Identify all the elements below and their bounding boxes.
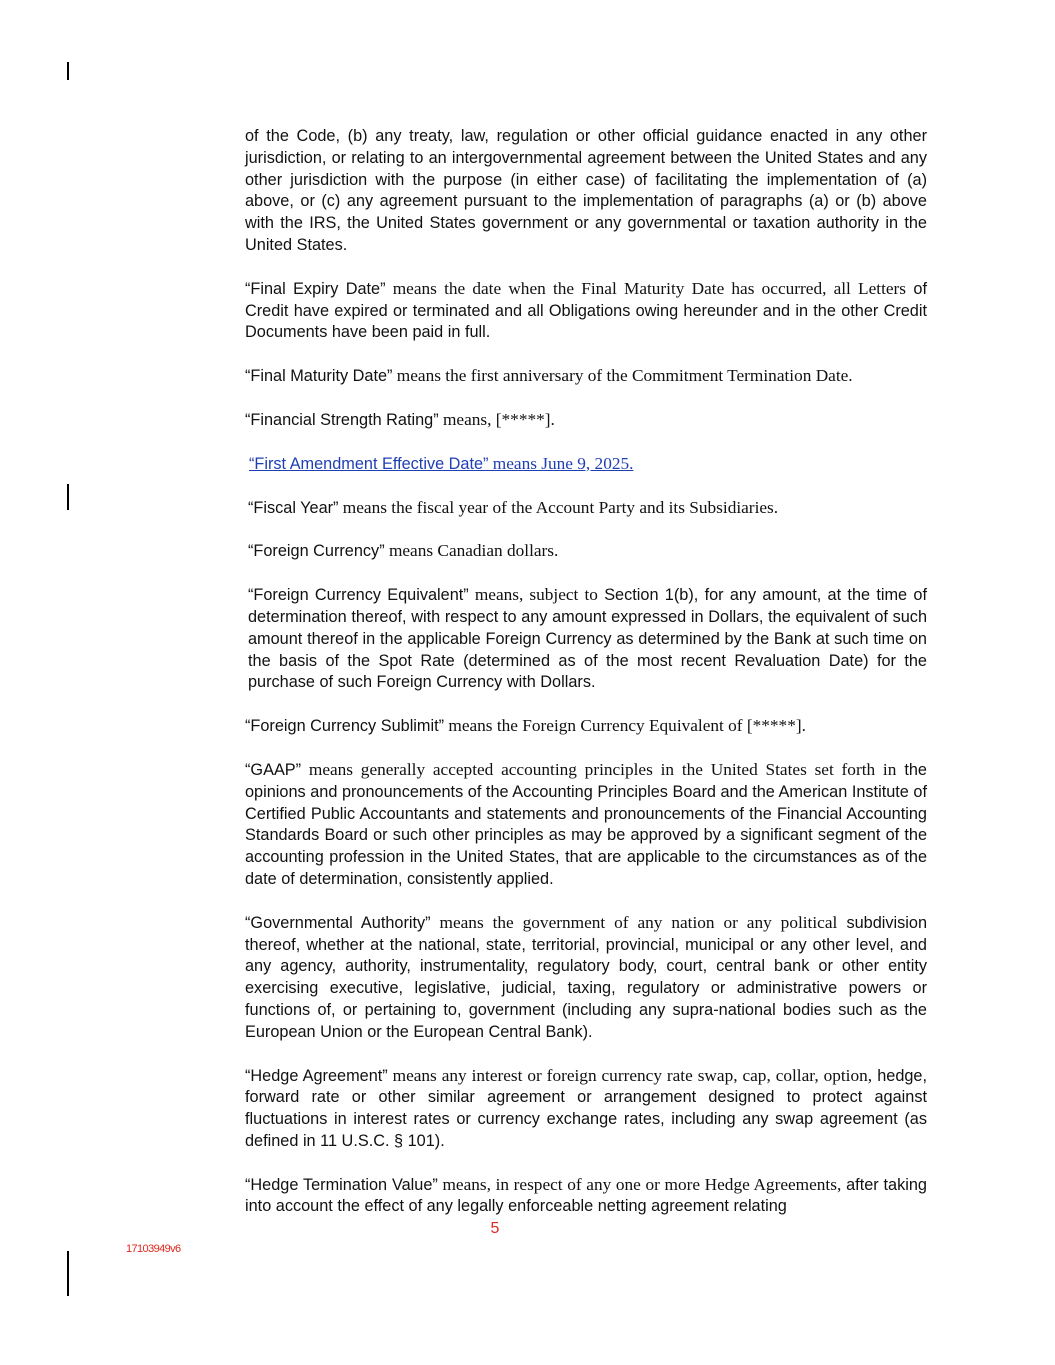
- definition-rest: hedge, forward rate or other similar agreement or arrangement designed to protect against fluctuations in interest rates or currency exchange rates, including any swap agreement (as defined in 11 U.S.C. § 101).: [245, 1066, 928, 1150]
- definition-means: means the first anniversary of the Commitment Termination Date.: [392, 366, 853, 386]
- defined-term: “Foreign Currency”: [248, 542, 385, 561]
- defined-term: “GAAP”: [245, 760, 302, 779]
- paragraph-code-continuation: [245, 126, 927, 257]
- defined-term: “Foreign Currency Equivalent”: [248, 586, 469, 605]
- definition-hedge-termination-value: [245, 1174, 927, 1219]
- definition-gaap: [245, 759, 927, 891]
- definition-means: means, in respect of any one or more Hedge Agreements,: [437, 1174, 842, 1194]
- change-bar: [67, 484, 69, 510]
- definition-foreign-currency-sublimit: [245, 715, 927, 738]
- definition-rest: after taking into account the effect of any legally enforceable netting agreement relating: [245, 1175, 927, 1216]
- document-body: [245, 126, 927, 1239]
- definition-means: means the fiscal year of the Account Party and its Subsidiaries.: [338, 497, 779, 517]
- definition-rest: the opinions and pronouncements of the Accounting Principles Board and the American Institute of Certified Public Accountants and statements and pronouncements of the Financial Accounting Standards Board or such other principles as may be approved by a significant segment of the accounting profession in the United States, that are applicable to the circumstances as of the date of determination, consistently applied.: [245, 760, 927, 888]
- defined-term: “Final Maturity Date”: [245, 367, 393, 386]
- change-bar: [67, 1251, 69, 1296]
- definition-means: means any interest or foreign currency rate swap, cap, collar, option,: [387, 1065, 873, 1085]
- defined-term-inserted: “First Amendment Effective Date”: [249, 454, 489, 473]
- defined-term: “Foreign Currency Sublimit”: [245, 717, 445, 736]
- paragraph-text: of the Code, (b) any treaty, law, regulation or other official guidance enacted in any other jurisdiction, or relating to an intergovernmental agreement between the United States and any other jurisdiction with the purpose (in either case) of facilitating the implementation of (a) above, or (c) any agreement pursuant to the implementation of paragraphs (a) or (b) above with the IRS, the United States government or any governmental or taxation authority in the United States.: [245, 127, 927, 254]
- definition-means: means generally accepted accounting principles in the United States set forth in: [301, 759, 897, 779]
- definition-hedge-agreement: [245, 1065, 927, 1153]
- definition-governmental-authority: [245, 912, 927, 1044]
- definition-foreign-currency: [245, 540, 927, 563]
- page-number: 5: [490, 1220, 500, 1237]
- definition-means-inserted: means June 9, 2025.: [488, 453, 634, 473]
- definition-means: means, subject to: [468, 585, 598, 605]
- definition-fiscal-year: [245, 497, 927, 520]
- definition-rest: of Credit have expired or terminated and all Obligations owing hereunder and in the other Credit Documents have been paid in full.: [245, 279, 927, 342]
- definition-final-maturity-date: [245, 365, 927, 388]
- definition-rest: Section 1(b), for any amount, at the time of determination thereof, with respect to any amount expressed in Dollars, the equivalent of such amount thereof in the applicable Foreign Currency as determined by the Bank at such time on the basis of the Spot Rate (determined as of the most recent Revaluation Date) for the purchase of such Foreign Currency with Dollars.: [248, 586, 927, 692]
- definition-means: means the Foreign Currency Equivalent of [*****].: [444, 716, 806, 736]
- defined-term: “Hedge Agreement”: [245, 1066, 388, 1085]
- defined-term: “Governmental Authority”: [245, 913, 431, 932]
- definition-final-expiry-date: [245, 278, 927, 344]
- definition-means: means, [*****].: [438, 409, 555, 429]
- definition-means: means the date when the Final Maturity Date has occurred, all Letters: [385, 278, 907, 298]
- defined-term: “Hedge Termination Value”: [245, 1175, 438, 1194]
- defined-term: “Financial Strength Rating”: [245, 410, 439, 429]
- definition-means: means Canadian dollars.: [384, 541, 559, 561]
- definition-foreign-currency-equivalent: [245, 584, 927, 694]
- change-bar: [67, 62, 69, 80]
- document-id: 17103949v6: [126, 1243, 181, 1255]
- definition-first-amendment-effective-date: [245, 453, 927, 476]
- defined-term: “Final Expiry Date”: [245, 279, 386, 298]
- defined-term: “Fiscal Year”: [248, 498, 339, 517]
- definition-rest: subdivision thereof, whether at the national, state, territorial, provincial, municipal or any other level, and any agency, authority, instrumentality, regulatory body, court, central bank or other entity exercising executive, legislative, judicial, taxing, regulatory or administrative powers or functions of, or pertaining to, government (including any supra-national bodies such as the European Union or the European Central Bank).: [245, 913, 927, 1041]
- definition-means: means the government of any nation or any political: [430, 912, 838, 932]
- definition-financial-strength-rating: [245, 409, 927, 432]
